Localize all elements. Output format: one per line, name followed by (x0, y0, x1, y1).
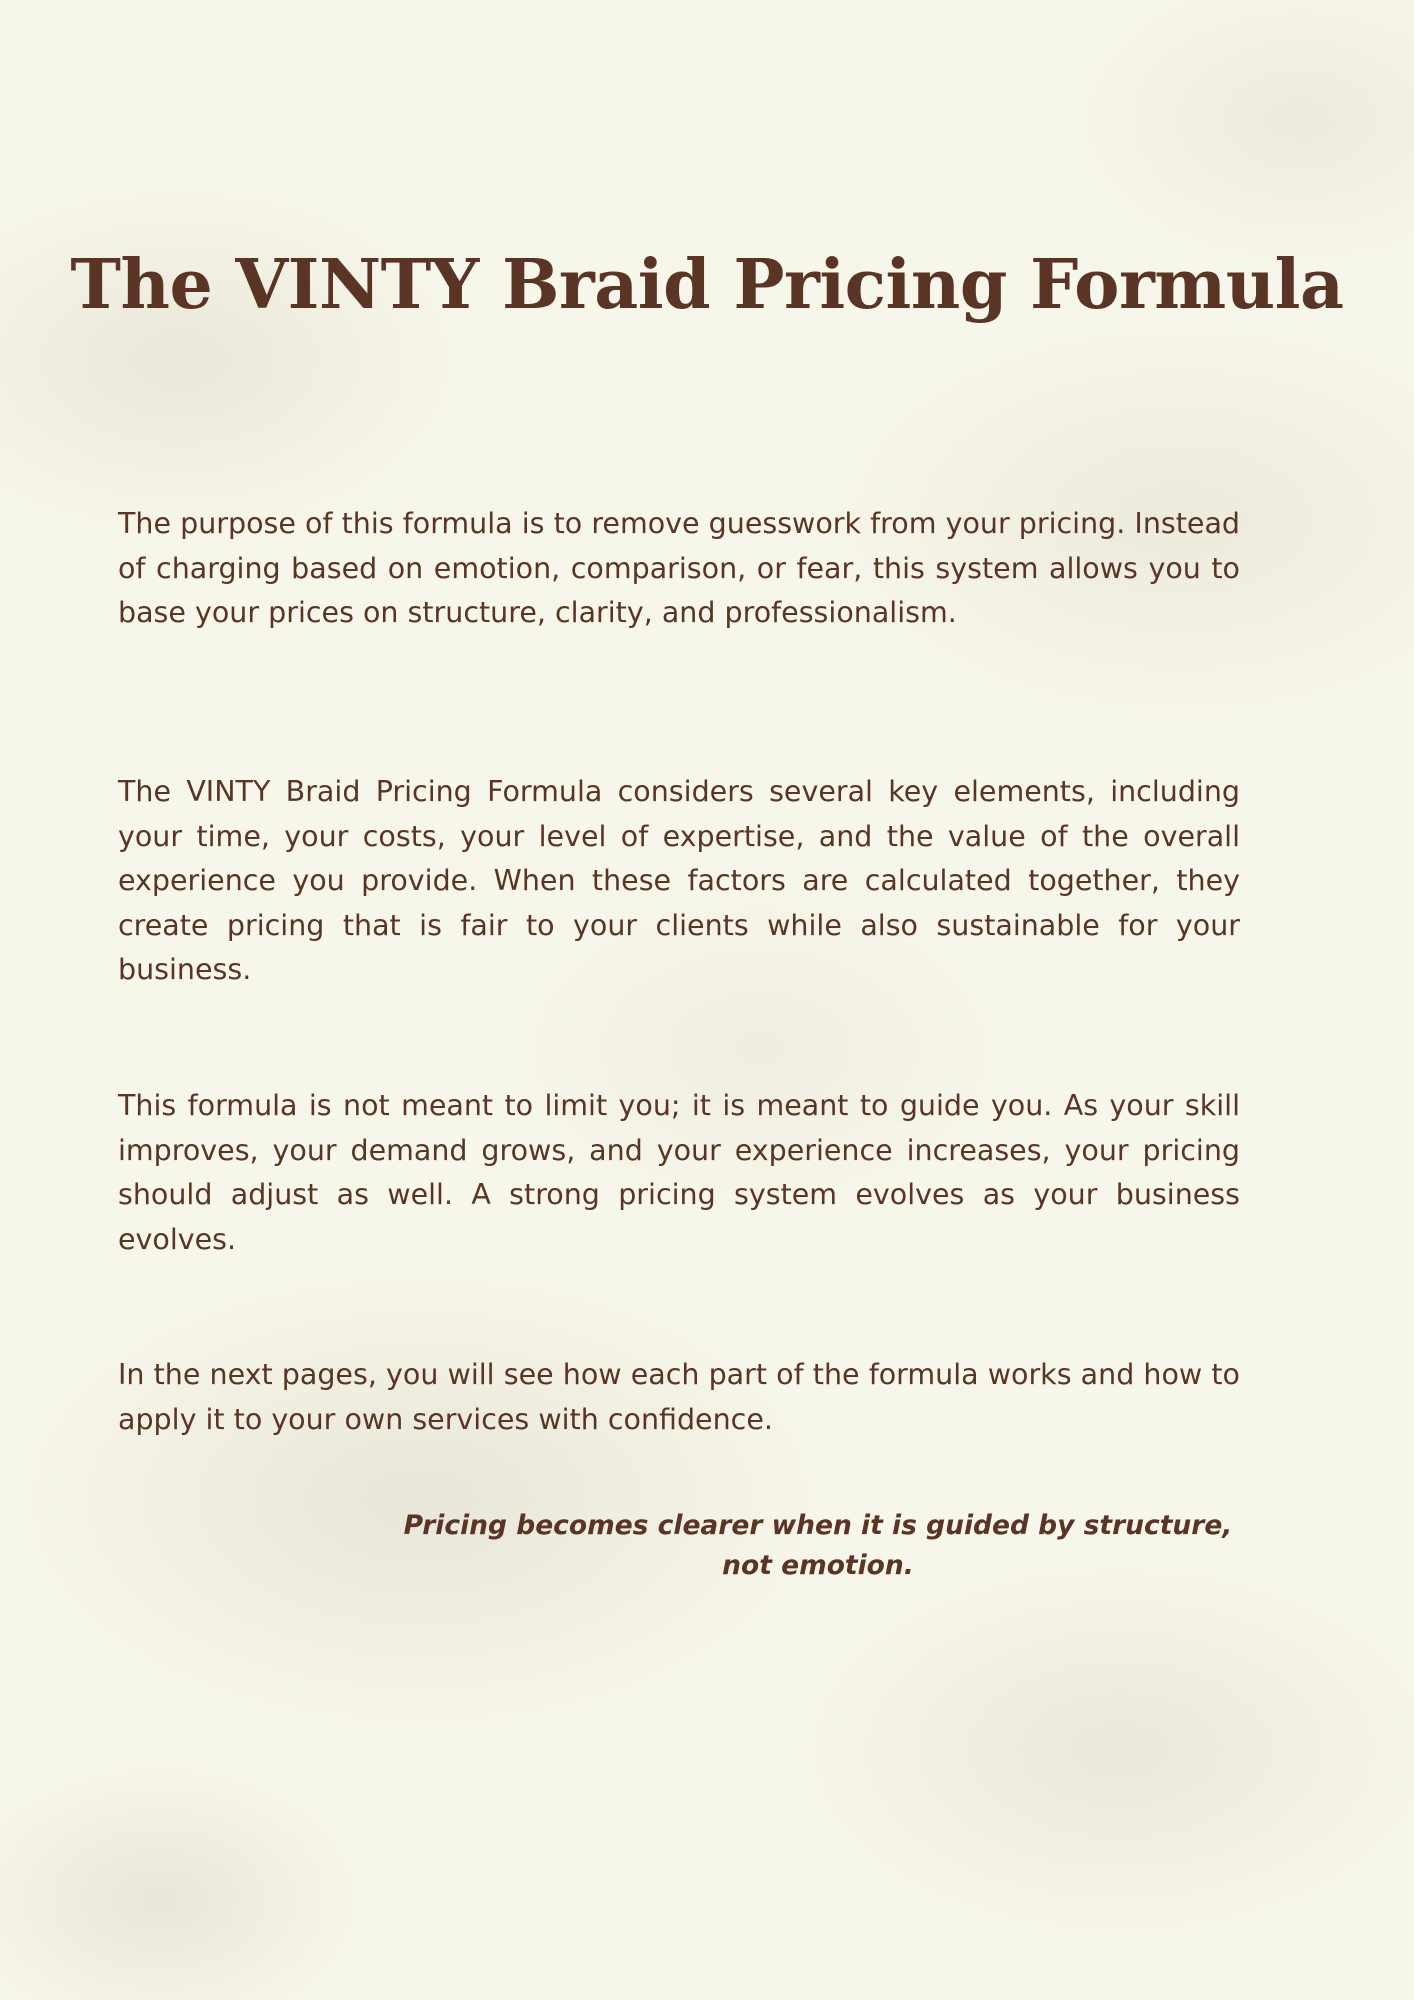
pull-quote-line-2: not emotion. (722, 1550, 914, 1581)
page-title: The VINTY Braid Pricing Formula (70, 245, 1344, 325)
pull-quote (388, 1506, 1248, 1586)
pull-quote-line-1: Pricing becomes clearer when it is guided by structure, (403, 1510, 1233, 1541)
intro-paragraph: The purpose of this formula is to remove guesswork from your pricing. Instead of charging based on emotion, comparison, or fear, this system allows you to base your prices on structure, clarity, and professionalism. (118, 507, 1240, 629)
guidance-paragraph: This formula is not meant to limit you; it is meant to guide you. As your skill improves, your demand grows, and your experience increases, your pricing should adjust as well. A strong pricing system evolves as your business evolves. (118, 1089, 1240, 1256)
next-pages-paragraph: In the next pages, you will see how each part of the formula works and how to apply it to your own services with confidence. (118, 1358, 1240, 1436)
elements-paragraph: The VINTY Braid Pricing Formula considers several key elements, including your time, your costs, your level of expertise, and the value of the overall experience you provide. When these factors are calculated together, they create pricing that is fair to your clients while also sustainable for your business. (118, 775, 1240, 986)
